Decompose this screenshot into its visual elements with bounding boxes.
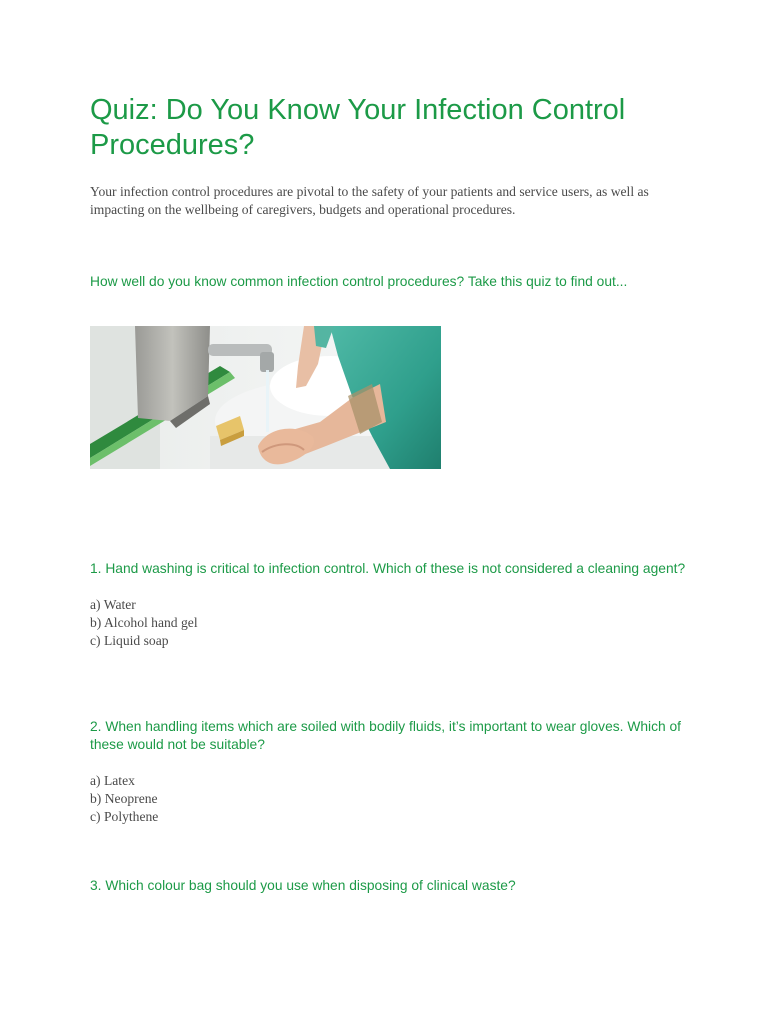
answer-option-b: b) Neoprene (90, 791, 158, 806)
hand-washing-photo (90, 326, 441, 469)
question-text: 1. Hand washing is critical to infection control. Which of these is not considered a cleaning agent? (90, 561, 686, 576)
question-text: 2. When handling items which are soiled with bodily fluids, it’s important to wear gloves. Which of these would not be suitable? (90, 719, 681, 752)
answer-options (90, 772, 690, 826)
intro-paragraph: Your infection control procedures are pivotal to the safety of your patients and service users, as well as impacting on the wellbeing of caregivers, budgets and operational procedures. (90, 184, 649, 217)
answer-option-a: a) Water (90, 597, 136, 612)
answer-options (90, 596, 690, 650)
answer-option-a: a) Latex (90, 773, 135, 788)
quiz-question-1 (90, 560, 690, 650)
page-title: Quiz: Do You Know Your Infection Control Procedures? (90, 94, 626, 161)
question-text: 3. Which colour bag should you use when disposing of clinical waste? (90, 878, 516, 893)
answer-option-c: c) Polythene (90, 809, 159, 824)
answer-option-c: c) Liquid soap (90, 633, 169, 648)
answer-option-b: b) Alcohol hand gel (90, 615, 198, 630)
quiz-question-2 (90, 718, 690, 826)
quiz-question-3 (90, 877, 690, 895)
quiz-lead-text: How well do you know common infection control procedures? Take this quiz to find out... (90, 274, 628, 289)
